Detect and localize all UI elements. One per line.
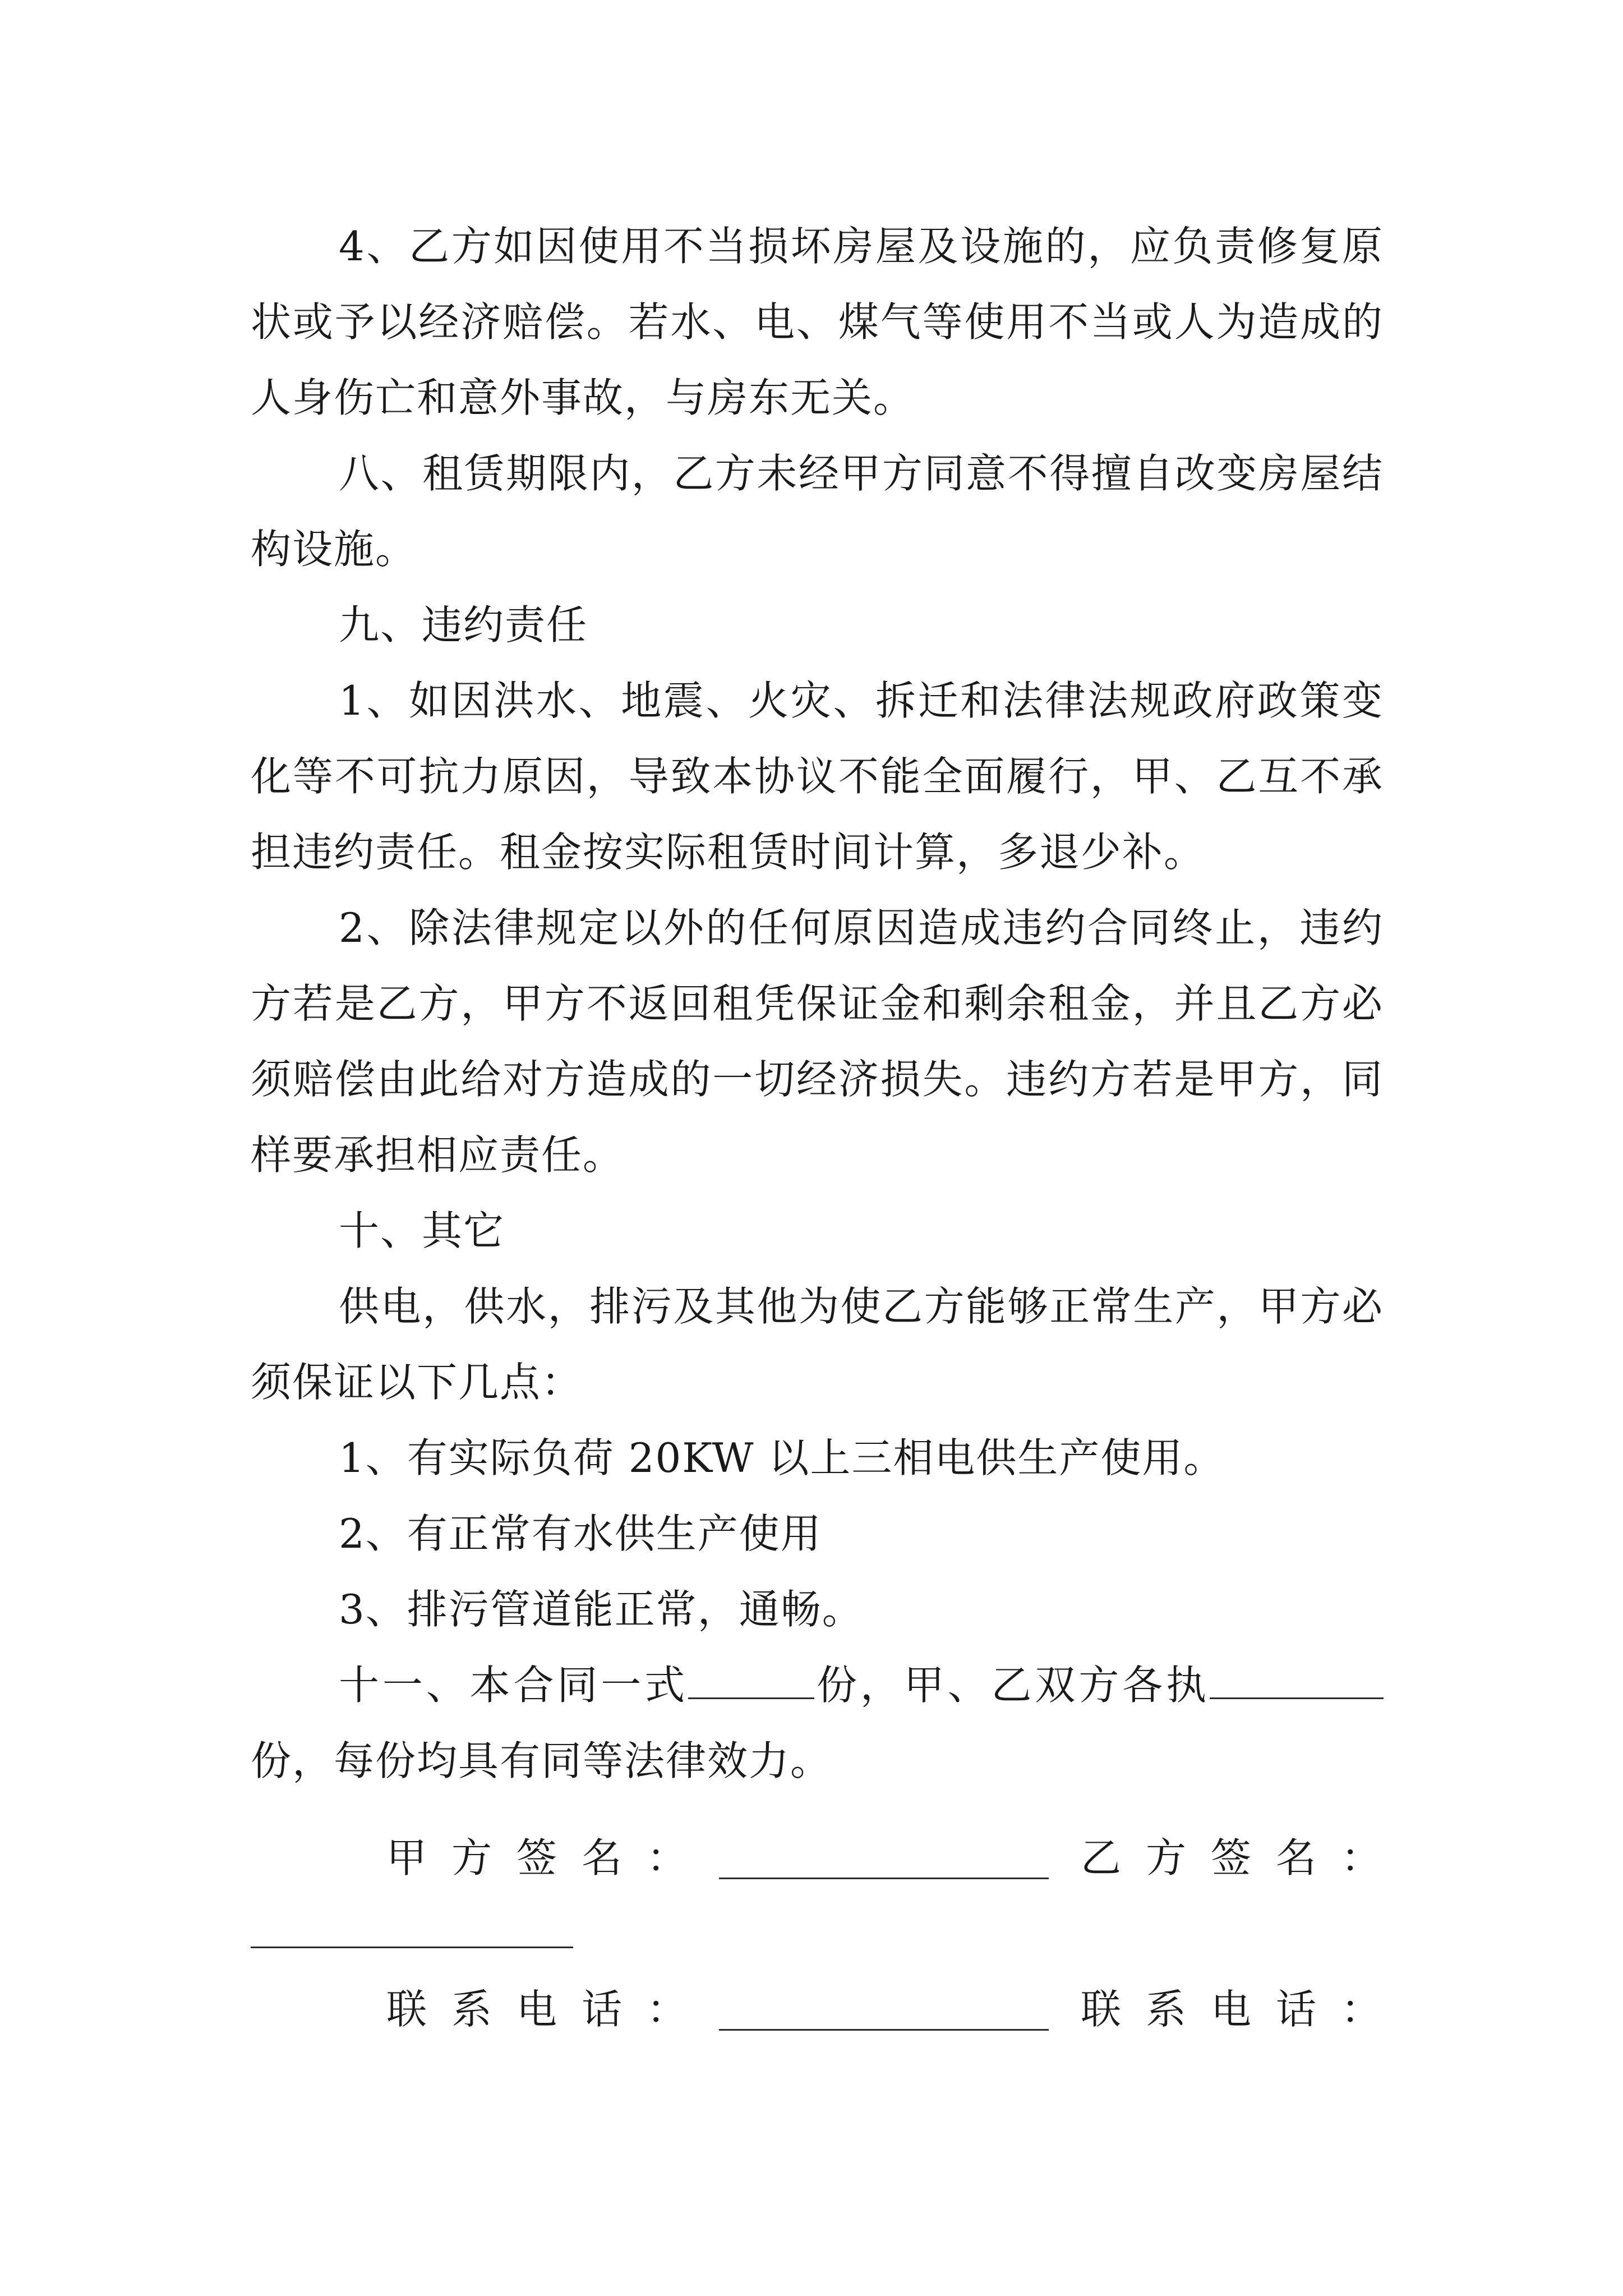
clause-11-part2: 份，甲、乙双方各执 bbox=[814, 1662, 1210, 1709]
heading-breach-liability: 九、违约责任 bbox=[339, 601, 588, 648]
party-a-sign-label: 甲方签名： bbox=[386, 1834, 712, 1881]
party-a-phone-label: 联系电话： bbox=[386, 1986, 712, 2033]
copies-total-blank[interactable] bbox=[688, 1658, 814, 1699]
clause-10-2: 2、有正常有水供生产使用 bbox=[339, 1510, 822, 1557]
party-b-sign-line[interactable] bbox=[251, 1947, 573, 1948]
copies-each-blank[interactable] bbox=[1210, 1658, 1384, 1699]
clause-11 bbox=[251, 1648, 1384, 1799]
signature-row bbox=[251, 1820, 1407, 1896]
clause-8: 八、租赁期限内，乙方未经甲方同意不得擅自改变房屋结构设施。 bbox=[251, 450, 1384, 573]
clause-10-1: 1、有实际负荷 20KW 以上三相电供生产使用。 bbox=[339, 1434, 1225, 1481]
contract-body bbox=[251, 209, 1384, 1799]
heading-other: 十、其它 bbox=[339, 1207, 505, 1254]
clause-11-part1: 十一、本合同一式 bbox=[339, 1662, 689, 1709]
clause-10-3: 3、排污管道能正常，通畅。 bbox=[339, 1586, 864, 1633]
party-b-sign-label: 乙方签名： bbox=[1081, 1834, 1407, 1881]
party-a-phone-line[interactable] bbox=[719, 2028, 1049, 2031]
clause-9-1: 1、如因洪水、地震、火灾、拆迁和法律法规政府政策变化等不可抗力原因，导致本协议不能全面履行，甲、乙互不承担违约责任。租金按实际租赁时间计算，多退少补。 bbox=[251, 677, 1384, 876]
clause-7-4: 4、乙方如因使用不当损坏房屋及设施的，应负责修复原状或予以经济赔偿。若水、电、煤气等使用不当或人为造成的人身伤亡和意外事故，与房东无关。 bbox=[251, 223, 1384, 421]
party-a-sign-line[interactable] bbox=[719, 1876, 1049, 1879]
clause-9-2: 2、除法律规定以外的任何原因造成违约合同终止，违约方若是乙方，甲方不返回租凭保证金和剩余租金，并且乙方必须赔偿由此给对方造成的一切经济损失。违约方若是甲方，同样要承担相应责任。 bbox=[251, 904, 1384, 1179]
clause-11-part3: 份，每份均具有同等法律效力。 bbox=[251, 1737, 832, 1784]
clause-10-intro: 供电，供水，排污及其他为使乙方能够正常生产，甲方必须保证以下几点： bbox=[251, 1283, 1384, 1406]
party-b-phone-label: 联系电话： bbox=[1081, 1986, 1407, 2033]
phone-row bbox=[251, 1972, 1407, 2047]
